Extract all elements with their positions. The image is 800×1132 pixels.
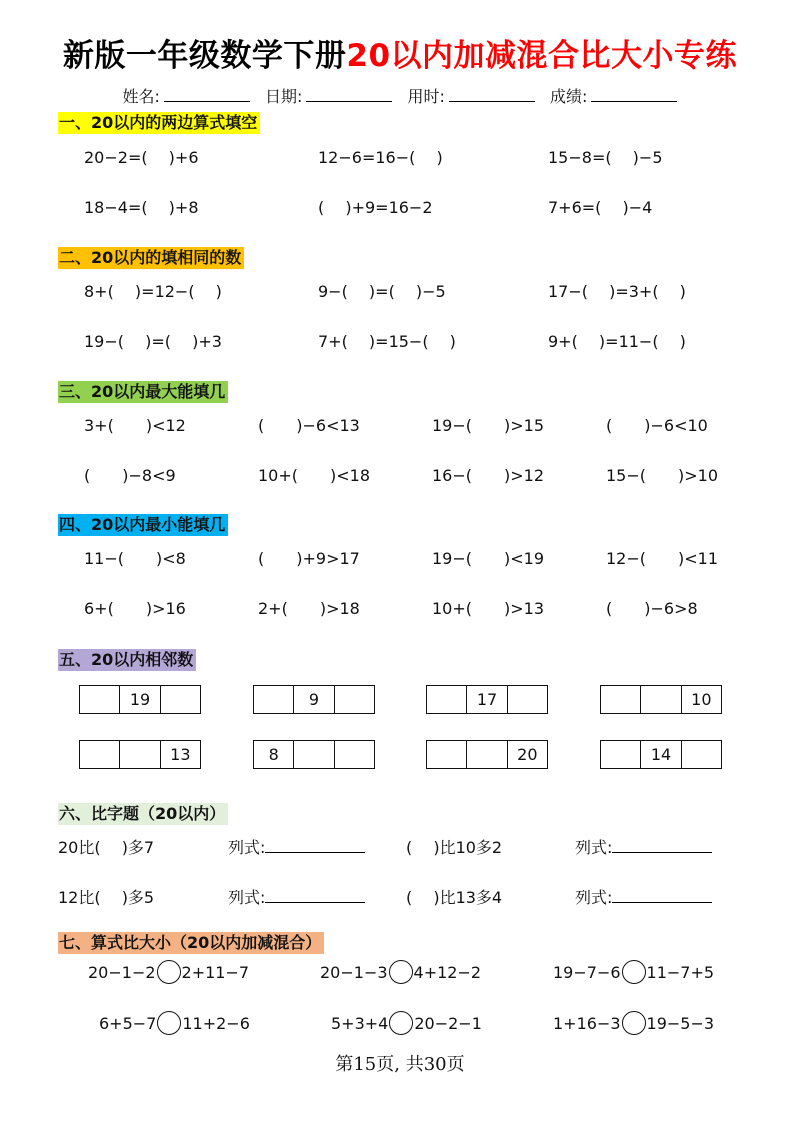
compare-circle[interactable] bbox=[622, 960, 646, 984]
time-label: 用时: bbox=[407, 87, 445, 106]
score-label: 成绩: bbox=[550, 87, 588, 106]
compare-right: 19−5−3 bbox=[646, 1013, 715, 1033]
s6-q3: 12比( )多5 bbox=[58, 888, 155, 907]
compare-circle[interactable] bbox=[622, 1011, 646, 1035]
neighbor-cell[interactable] bbox=[254, 686, 294, 713]
neighbor-cell[interactable]: 9 bbox=[294, 686, 334, 713]
s4-q4: 12−( )<11 bbox=[606, 549, 719, 568]
s1-q4: 18−4=( )+8 bbox=[84, 198, 199, 217]
compare-right: 11−7+5 bbox=[646, 962, 715, 982]
neighbor-cell[interactable] bbox=[427, 741, 467, 768]
neighbor-cell[interactable] bbox=[335, 686, 374, 713]
compare-item bbox=[88, 960, 249, 984]
neighbor-cell[interactable]: 10 bbox=[691, 690, 712, 709]
s2-q5: 7+( )=15−( ) bbox=[318, 332, 456, 351]
s4-q5: 6+( )>16 bbox=[84, 599, 186, 618]
formula-blank[interactable] bbox=[612, 838, 712, 853]
compare-item bbox=[553, 960, 714, 984]
neighbor-cell[interactable]: 8 bbox=[254, 741, 294, 768]
s3-q2: ( )−6<13 bbox=[258, 416, 360, 435]
section-2-heading: 二、20以内的填相同的数 bbox=[58, 247, 244, 269]
s3-q4: ( )−6<10 bbox=[606, 416, 708, 435]
compare-left: 5+3+4 bbox=[331, 1013, 389, 1033]
neighbor-cell[interactable]: 17 bbox=[467, 686, 507, 713]
neighbor-cell[interactable] bbox=[335, 741, 374, 768]
neighbor-cell[interactable]: 19 bbox=[120, 686, 160, 713]
neighbor-box-group bbox=[600, 740, 722, 769]
neighbor-box-group bbox=[253, 740, 375, 769]
compare-circle[interactable] bbox=[389, 960, 413, 984]
neighbor-box-group bbox=[79, 740, 201, 769]
date-label: 日期: bbox=[265, 87, 303, 106]
s1-q5: ( )+9=16−2 bbox=[318, 198, 433, 217]
compare-left: 6+5−7 bbox=[99, 1013, 157, 1033]
s3-q3: 19−( )>15 bbox=[432, 416, 545, 435]
section-7-heading: 七、算式比大小（20以内加减混合） bbox=[58, 932, 324, 954]
neighbor-cell[interactable]: 14 bbox=[641, 741, 681, 768]
formula-blank[interactable] bbox=[612, 888, 712, 903]
neighbor-cell[interactable] bbox=[80, 686, 120, 713]
neighbor-cell[interactable] bbox=[161, 686, 200, 713]
neighbor-box-group bbox=[253, 685, 375, 714]
s4-q8: ( )−6>8 bbox=[606, 599, 698, 618]
neighbor-cell[interactable] bbox=[294, 741, 334, 768]
section-5-heading: 五、20以内相邻数 bbox=[58, 649, 196, 671]
s3-q6: 10+( )<18 bbox=[258, 466, 371, 485]
compare-circle[interactable] bbox=[389, 1011, 413, 1035]
s1-q1: 20−2=( )+6 bbox=[84, 148, 199, 167]
compare-left: 1+16−3 bbox=[553, 1013, 621, 1033]
compare-left: 19−7−6 bbox=[553, 962, 621, 982]
compare-circle[interactable] bbox=[157, 960, 181, 984]
compare-item bbox=[99, 1011, 250, 1035]
s1-q3: 15−8=( )−5 bbox=[548, 148, 663, 167]
compare-item bbox=[331, 1011, 482, 1035]
neighbor-box-group bbox=[79, 685, 201, 714]
s6-formula-label bbox=[575, 885, 712, 908]
s6-formula-label bbox=[228, 835, 365, 858]
compare-left: 20−1−2 bbox=[88, 962, 156, 982]
s4-q1: 11−( )<8 bbox=[84, 549, 186, 568]
s6-q2: ( )比10多2 bbox=[406, 838, 503, 857]
title-part2: 20以内加减混合比大小专练 bbox=[346, 38, 738, 74]
s6-formula-label bbox=[228, 885, 365, 908]
compare-right: 2+11−7 bbox=[181, 962, 250, 982]
neighbor-box-group bbox=[426, 685, 548, 714]
s3-q8: 15−( )>10 bbox=[606, 466, 719, 485]
section-1-heading: 一、20以内的两边算式填空 bbox=[58, 112, 260, 134]
neighbor-cell[interactable]: 13 bbox=[170, 745, 191, 764]
neighbor-cell[interactable] bbox=[467, 741, 507, 768]
s1-q6: 7+6=( )−4 bbox=[548, 198, 653, 217]
s3-q5: ( )−8<9 bbox=[84, 466, 176, 485]
s6-q1: 20比( )多7 bbox=[58, 838, 155, 857]
name-label: 姓名: bbox=[122, 87, 160, 106]
neighbor-cell[interactable] bbox=[682, 741, 721, 768]
s4-q7: 10+( )>13 bbox=[432, 599, 545, 618]
compare-circle[interactable] bbox=[157, 1011, 181, 1035]
formula-blank[interactable] bbox=[265, 838, 365, 853]
formula-label: 列式: bbox=[575, 838, 613, 857]
date-blank[interactable] bbox=[306, 87, 392, 102]
s3-q7: 16−( )>12 bbox=[432, 466, 545, 485]
formula-blank[interactable] bbox=[265, 888, 365, 903]
score-blank[interactable] bbox=[591, 87, 677, 102]
page-title bbox=[0, 30, 800, 75]
s1-q2: 12−6=16−( ) bbox=[318, 148, 443, 167]
s2-q6: 9+( )=11−( ) bbox=[548, 332, 686, 351]
neighbor-cell[interactable] bbox=[641, 686, 681, 713]
neighbor-cell[interactable] bbox=[120, 741, 160, 768]
neighbor-cell[interactable] bbox=[601, 741, 641, 768]
neighbor-cell[interactable] bbox=[601, 686, 641, 713]
title-part1: 新版一年级数学下册 bbox=[62, 38, 347, 74]
compare-left: 20−1−3 bbox=[320, 962, 388, 982]
compare-right: 4+12−2 bbox=[413, 962, 482, 982]
s6-formula-label bbox=[575, 835, 712, 858]
s6-q4: ( )比13多4 bbox=[406, 888, 503, 907]
s2-q3: 17−( )=3+( ) bbox=[548, 282, 686, 301]
section-3-heading: 三、20以内最大能填几 bbox=[58, 381, 228, 403]
compare-right: 11+2−6 bbox=[182, 1013, 250, 1033]
s3-q1: 3+( )<12 bbox=[84, 416, 186, 435]
name-blank[interactable] bbox=[164, 87, 250, 102]
s4-q2: ( )+9>17 bbox=[258, 549, 360, 568]
neighbor-cell[interactable] bbox=[508, 686, 547, 713]
s4-q6: 2+( )>18 bbox=[258, 599, 360, 618]
time-blank[interactable] bbox=[449, 87, 535, 102]
formula-label: 列式: bbox=[228, 888, 266, 907]
section-6-heading: 六、比字题（20以内） bbox=[58, 803, 228, 825]
neighbor-box-group bbox=[426, 740, 548, 769]
formula-label: 列式: bbox=[575, 888, 613, 907]
s2-q1: 8+( )=12−( ) bbox=[84, 282, 222, 301]
s2-q2: 9−( )=( )−5 bbox=[318, 282, 446, 301]
compare-item bbox=[320, 960, 481, 984]
section-4-heading: 四、20以内最小能填几 bbox=[58, 514, 228, 536]
page-number: 第15页, 共30页 bbox=[335, 1054, 465, 1075]
neighbor-cell[interactable] bbox=[427, 686, 467, 713]
student-info-line bbox=[0, 84, 800, 107]
compare-right: 20−2−1 bbox=[414, 1013, 482, 1033]
compare-item bbox=[553, 1011, 714, 1035]
s4-q3: 19−( )<19 bbox=[432, 549, 545, 568]
formula-label: 列式: bbox=[228, 838, 266, 857]
neighbor-cell[interactable] bbox=[80, 741, 120, 768]
neighbor-cell[interactable]: 20 bbox=[517, 745, 538, 764]
s2-q4: 19−( )=( )+3 bbox=[84, 332, 222, 351]
neighbor-box-group bbox=[600, 685, 722, 714]
